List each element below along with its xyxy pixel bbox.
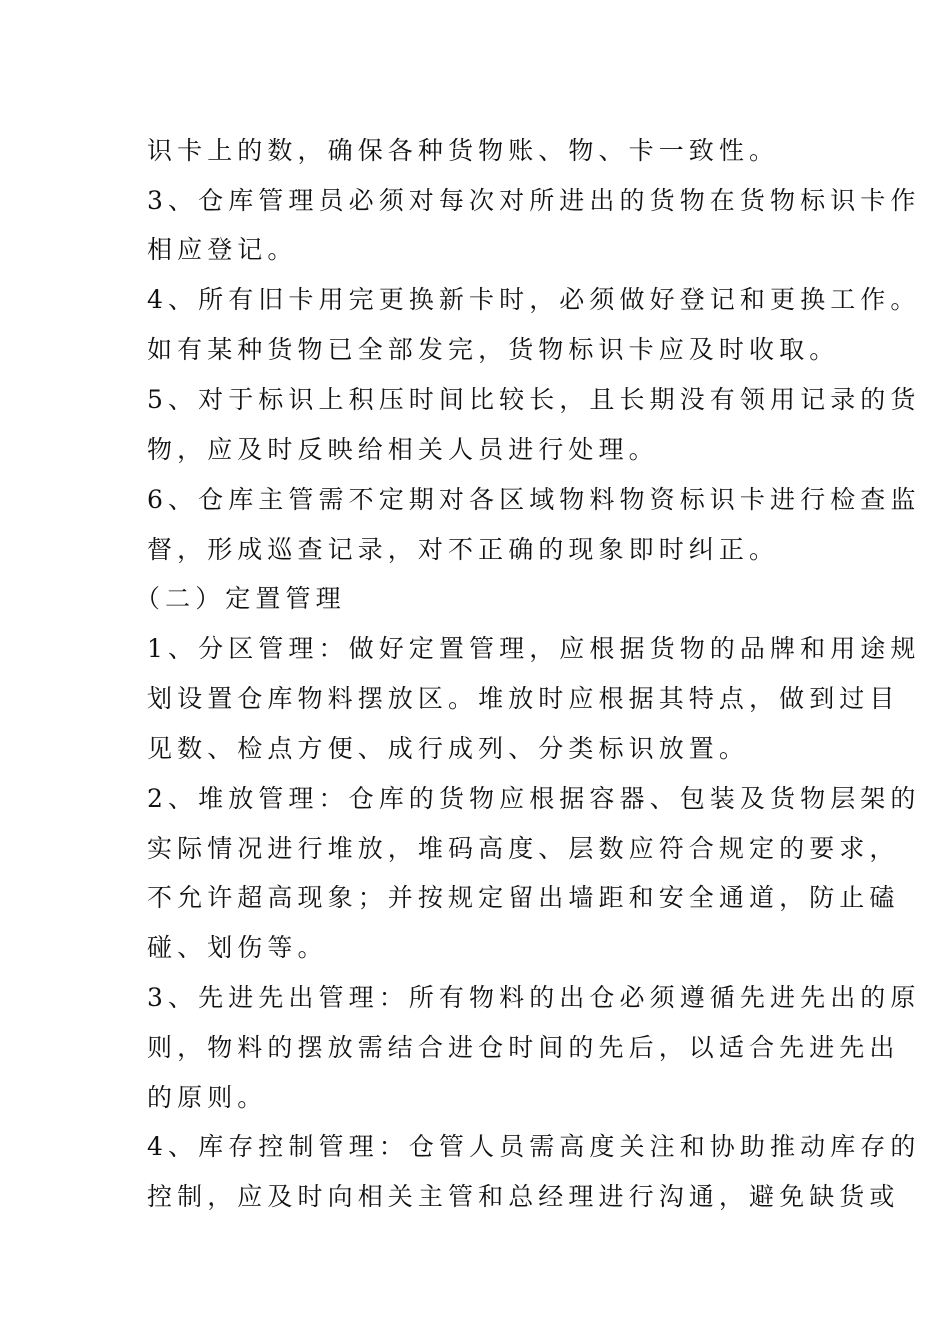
text-line: 则，物料的摆放需结合进仓时间的先后，以适合先进先出 <box>147 1033 900 1062</box>
text-line: 4、库存控制管理：仓管人员需高度关注和协助推动库存的 <box>147 1132 921 1161</box>
text-line: 的原则。 <box>147 1083 268 1112</box>
text-line: 2、堆放管理：仓库的货物应根据容器、包装及货物层架的 <box>147 784 921 813</box>
text-line: 3、先进先出管理：所有物料的出仓必须遵循先进先出的原 <box>147 983 921 1012</box>
text-line: 控制，应及时向相关主管和总经理进行沟通，避免缺货或 <box>147 1182 900 1211</box>
text-line: 6、仓库主管需不定期对各区域物料物资标识卡进行检查监 <box>147 485 921 514</box>
text-line: 5、对于标识上积压时间比较长，且长期没有领用记录的货 <box>147 385 921 414</box>
text-line: 划设置仓库物料摆放区。堆放时应根据其特点，做到过目 <box>147 684 900 713</box>
text-line: 不允许超高现象；并按规定留出墙距和安全通道，防止磕 <box>147 883 900 912</box>
text-line: 相应登记。 <box>147 235 298 264</box>
text-line: 见数、检点方便、成行成列、分类标识放置。 <box>147 734 750 763</box>
text-line: 物，应及时反映给相关人员进行处理。 <box>147 435 659 464</box>
text-line: 如有某种货物已全部发完，货物标识卡应及时收取。 <box>147 335 840 364</box>
text-line: 碰、划伤等。 <box>147 933 328 962</box>
text-line: 督，形成巡查记录，对不正确的现象即时纠正。 <box>147 535 780 564</box>
text-line: 实际情况进行堆放，堆码高度、层数应符合规定的要求， <box>147 834 900 863</box>
text-line: 识卡上的数，确保各种货物账、物、卡一致性。 <box>147 136 780 165</box>
section-heading: （二）定置管理 <box>135 584 346 613</box>
text-line: 4、所有旧卡用完更换新卡时，必须做好登记和更换工作。 <box>147 285 921 314</box>
text-line: 3、仓库管理员必须对每次对所进出的货物在货物标识卡作 <box>147 186 921 215</box>
text-line: 1、分区管理：做好定置管理，应根据货物的品牌和用途规 <box>147 634 921 663</box>
